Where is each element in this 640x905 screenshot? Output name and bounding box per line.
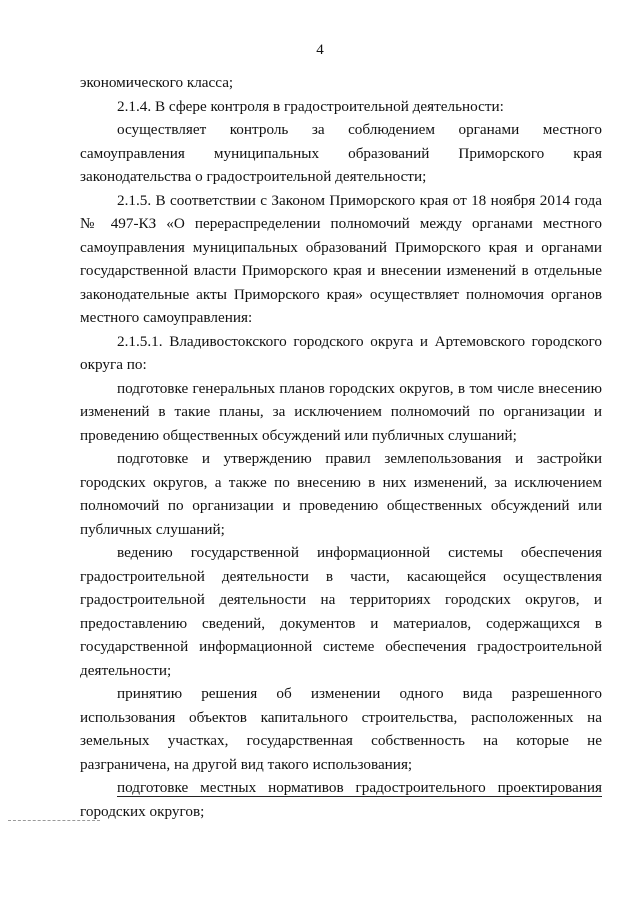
paragraph-general-plans: подготовке генеральных планов городских округов, в том числе внесению изменений в такие планы, за исключением полномочий по организации и проведению общественных обсуждений или публичных слушаний;: [80, 379, 602, 444]
underlined-text: подготовке местных нормативов градостроительного проектирования: [117, 779, 602, 796]
paragraph-land-use-rules: подготовке и утверждению правил землепользования и застройки городских округов, а также по внесению в них изменений, за исключением полномочий по организации и проведению общественных обсуждений или публичных слушаний;: [80, 450, 602, 538]
paragraph-information-system: ведению государственной информационной системы обеспечения градостроительной деятельности в части, касающейся осуществления градостроительной деятельности на территориях городских округов, и предоставлению сведений, документов и материалов, содержащихся в государственной информационной системе обеспечения градостроительной деятельности;: [80, 544, 602, 679]
section-heading-2-1-4: 2.1.4. В сфере контроля в градостроительной деятельности:: [117, 97, 504, 115]
paragraph-2-1-5-1: 2.1.5.1. Владивостокского городского округа и Артемовского городского округа по:: [80, 332, 602, 373]
paragraph-permitted-use: принятию решения об изменении одного вида разрешенного использования объектов капитального строительства, расположенных на земельных участках, государственная собственность на которые не разграничена, на другой вид такого использования;: [80, 685, 602, 773]
paragraph-continuation: экономического класса;: [80, 74, 234, 91]
document-body: [80, 71, 602, 823]
paragraph-control: осуществляет контроль за соблюдением органами местного самоуправления муниципальных образований Приморского края законодательства о градостроительной деятельности;: [80, 121, 602, 185]
paragraph-2-1-5: 2.1.5. В соответствии с Законом Приморского края от 18 ноября 2014 года № 497-КЗ «О перераспределении полномочий между органами местного самоуправления муниципальных образований Приморского края и органами государственной власти Приморского края и внесении изменений в отдельные законодательные акты Приморского края» осуществляет полномочия органов местного самоуправления:: [80, 191, 602, 326]
page-number: 4: [316, 42, 324, 58]
paragraph-local-standards-line1: [80, 776, 602, 800]
paragraph-local-standards-line2: городских округов;: [80, 802, 205, 820]
margin-dash-mark: [8, 820, 100, 821]
